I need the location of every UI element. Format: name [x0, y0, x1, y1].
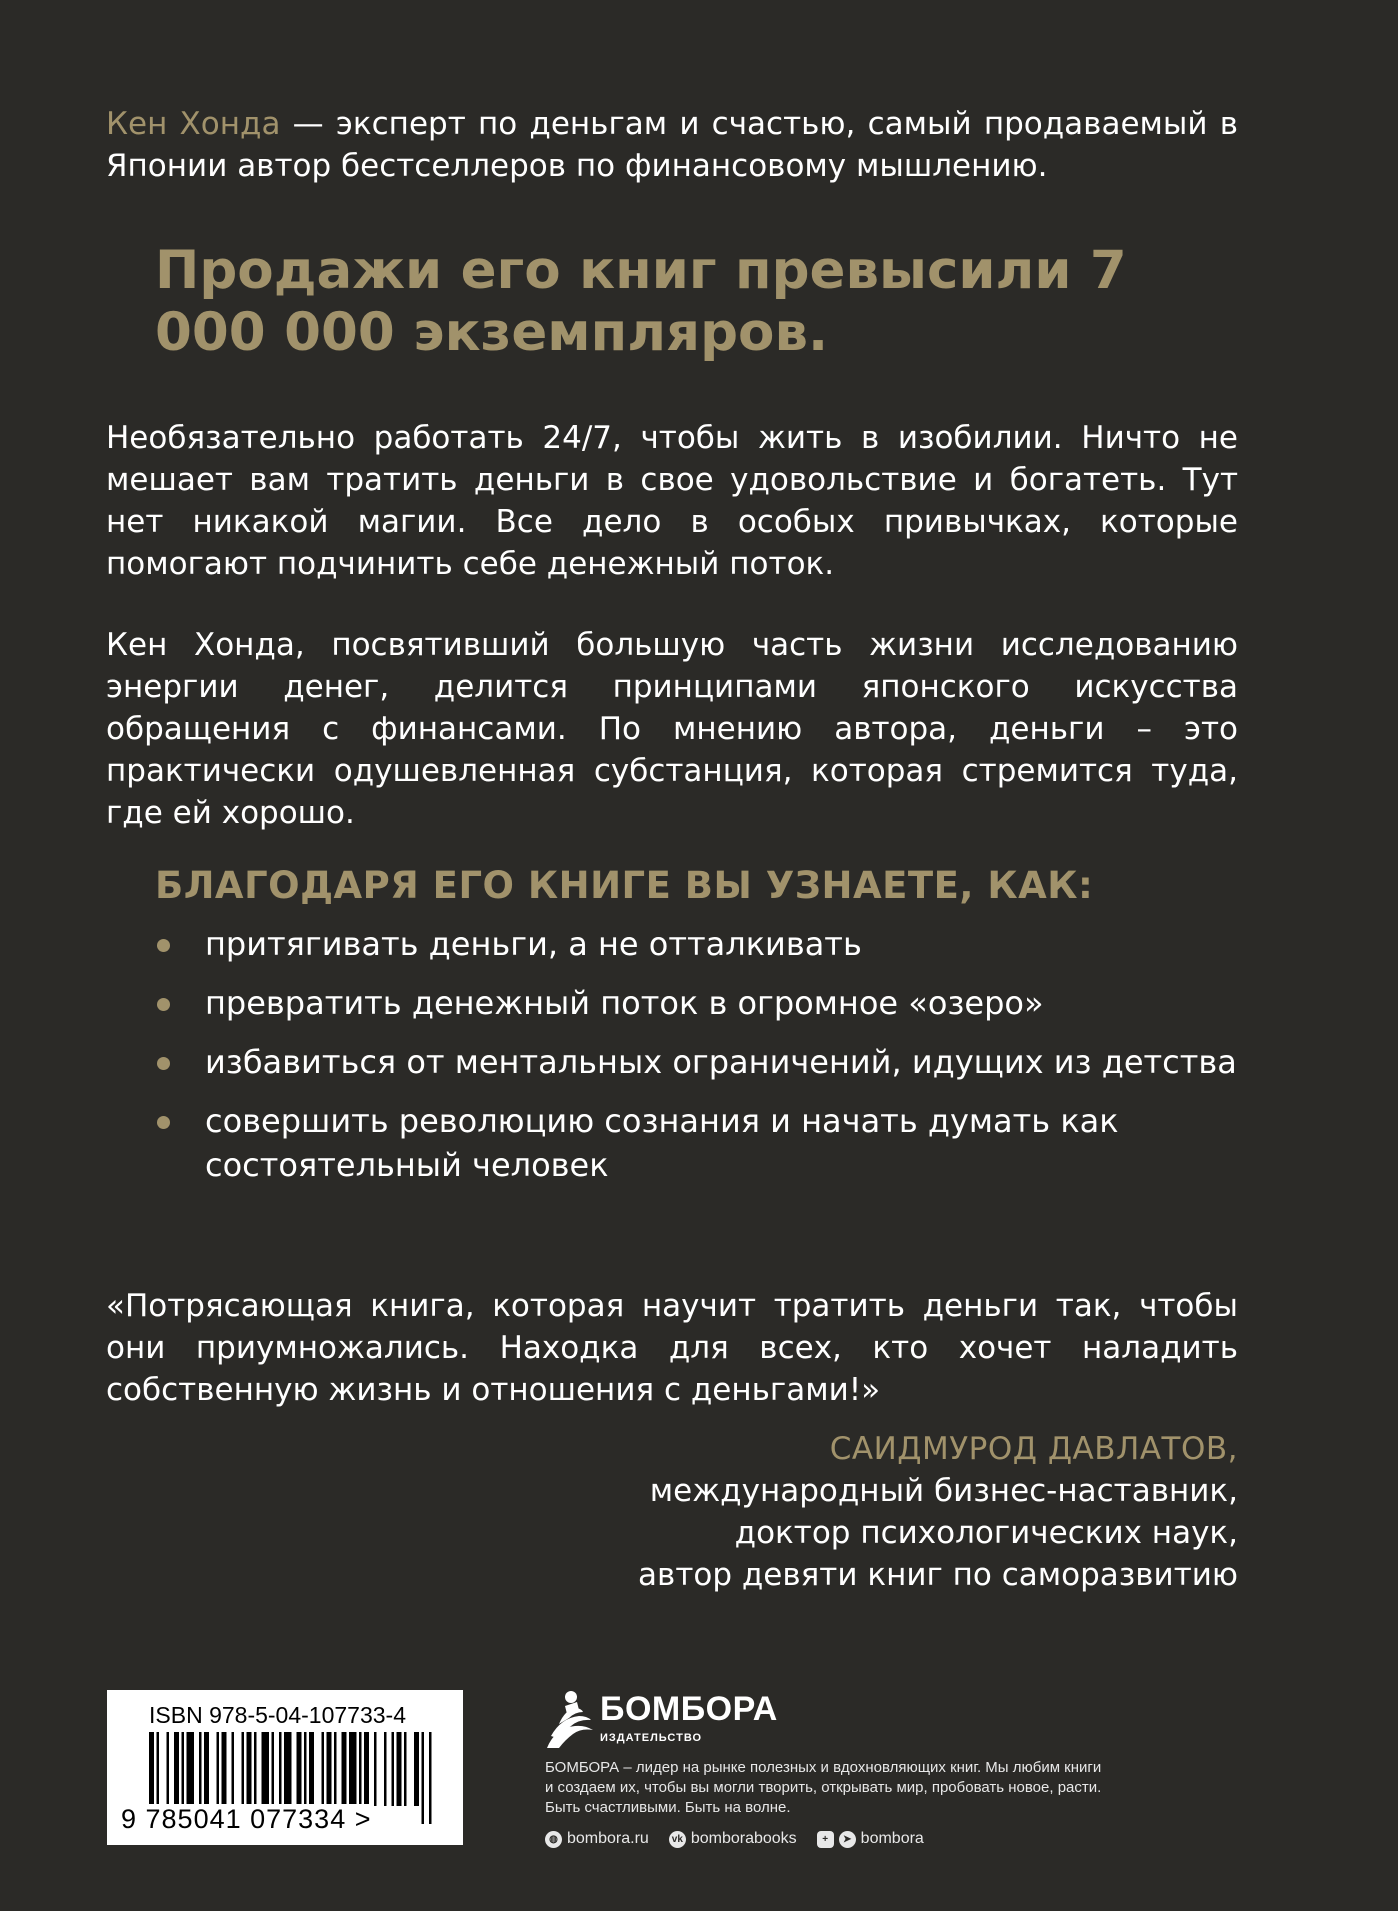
benefits-list [155, 922, 1240, 1202]
barcode-bar [404, 1732, 407, 1806]
barcode-bar [272, 1732, 275, 1806]
publisher-description: БОМБОРА – лидер на рынке полезных и вдохновляющих книг. Мы любим книги и создаем их, чтобы вы могли творить, открывать мир, пробовать новое, расти. Быть счастливыми. Быть на волне. [545, 1759, 1102, 1816]
barcode-bar [384, 1732, 387, 1806]
barcode-bar [422, 1732, 425, 1824]
barcode-bar [182, 1732, 185, 1806]
barcode-bar [254, 1732, 257, 1806]
social-link-vk[interactable] [669, 1830, 797, 1848]
publisher-name: БОМБОРА [600, 1690, 778, 1728]
bullet-icon [157, 1057, 170, 1070]
barcode-digits: 9 785041 077334 > [121, 1804, 372, 1834]
barcode-bar [174, 1732, 179, 1806]
barcode-bar [414, 1732, 419, 1806]
social-label: bombora [860, 1830, 924, 1847]
list-item [155, 981, 1240, 1025]
barcode-bar [222, 1732, 227, 1806]
barcode-bar [392, 1732, 395, 1806]
list-item-text: избавиться от ментальных ограничений, идущих из детства [205, 1043, 1237, 1081]
barcode-bar [204, 1732, 209, 1806]
social-link-site[interactable] [545, 1830, 649, 1848]
publisher-subtitle: ИЗДАТЕЛЬСТВО [600, 1732, 703, 1744]
list-item [155, 1099, 1240, 1187]
publisher-socials [545, 1830, 924, 1848]
paragraph-text: Необязательно работать 24/7, чтобы жить в изобилии. Ничто не мешает вам тратить деньги в свое удовольствие и богатеть. Тут нет никакой магии. Все дело в особых привычках, которые помогают подчинить себе денежный поток. [106, 420, 1238, 582]
barcode-bar [199, 1732, 202, 1806]
description-paragraph-2 [106, 624, 1238, 834]
bullet-icon [157, 939, 170, 952]
barcode-bar [349, 1732, 357, 1806]
review-quote [106, 1285, 1238, 1411]
bullet-icon [157, 1116, 170, 1129]
benefits-title: БЛАГОДАРЯ ЕГО КНИГЕ ВЫ УЗНАЕТЕ, КАК: [155, 864, 1094, 907]
quote-text: «Потрясающая книга, которая научит тратить деньги так, чтобы они приумножались. Находка для всех, кто хочет наладить собственную жизнь и отношения с деньгами!» [106, 1288, 1238, 1408]
barcode-bar [262, 1732, 270, 1806]
barcode-bar [374, 1732, 377, 1806]
barcode-bar [167, 1732, 170, 1806]
barcode-bar [217, 1732, 220, 1806]
author-name: Кен Хонда [106, 106, 281, 142]
author-intro-text: — эксперт по деньгам и счастью, самый продаваемый в Японии автор бестселлеров по финансовому мышлению. [106, 106, 1239, 184]
list-item [155, 922, 1240, 966]
social-label: bombora.ru [567, 1830, 649, 1847]
bullet-icon [157, 998, 170, 1011]
isbn-barcode-box [107, 1690, 463, 1845]
barcode-bar [327, 1732, 332, 1806]
list-item-text: притягивать деньги, а не отталкивать [205, 925, 862, 963]
quote-author: САИДМУРОД ДАВЛАТОВ, [829, 1431, 1238, 1467]
barcode-bar [359, 1732, 362, 1806]
barcode-bar [232, 1732, 235, 1806]
author-credential: автор девяти книг по саморазвитию [638, 1557, 1238, 1593]
barcode-bar [279, 1732, 282, 1806]
globe-icon: ◍ [545, 1831, 562, 1848]
barcode-bar [322, 1732, 325, 1806]
quote-attribution [638, 1428, 1238, 1596]
barcode-bar [309, 1732, 314, 1806]
barcode-bar [187, 1732, 195, 1806]
author-intro [106, 103, 1238, 187]
list-item [155, 1040, 1240, 1084]
barcode-bar [364, 1732, 369, 1806]
isbn-label: ISBN 978-5-04-107733-4 [149, 1702, 406, 1728]
author-credential: международный бизнес-наставник, [649, 1473, 1238, 1509]
barcode-bar [429, 1732, 432, 1824]
plus-icon: + [817, 1831, 834, 1848]
barcode-bar [284, 1732, 292, 1806]
vk-icon: vk [669, 1831, 686, 1848]
list-item-text: совершить революцию сознания и начать думать как состоятельный человек [205, 1102, 1119, 1184]
barcode-bar [242, 1732, 245, 1806]
barcode-bar [397, 1732, 402, 1806]
barcode-bar [342, 1732, 347, 1806]
author-credential: доктор психологических наук, [734, 1515, 1238, 1551]
description-paragraph-1 [106, 417, 1238, 585]
sales-headline: Продажи его книг превысили 7 000 000 экземпляров. [155, 240, 1127, 363]
paragraph-text: Кен Хонда, посвятивший большую часть жизни исследованию энергии денег, делится принципами японского искусства обращения с финансами. По мнению автора, деньги – это практически одушевленная субстанция, которая стремится туда, где ей хорошо. [106, 627, 1238, 831]
list-item-text: превратить денежный поток в огромное «озеро» [205, 984, 1044, 1022]
barcode-bar [247, 1732, 252, 1806]
bombora-logo-icon [545, 1688, 595, 1750]
social-link-telegram[interactable] [817, 1830, 924, 1848]
barcode-bar [334, 1732, 337, 1806]
telegram-icon: ➤ [839, 1831, 856, 1848]
social-label: bomborabooks [690, 1830, 797, 1847]
